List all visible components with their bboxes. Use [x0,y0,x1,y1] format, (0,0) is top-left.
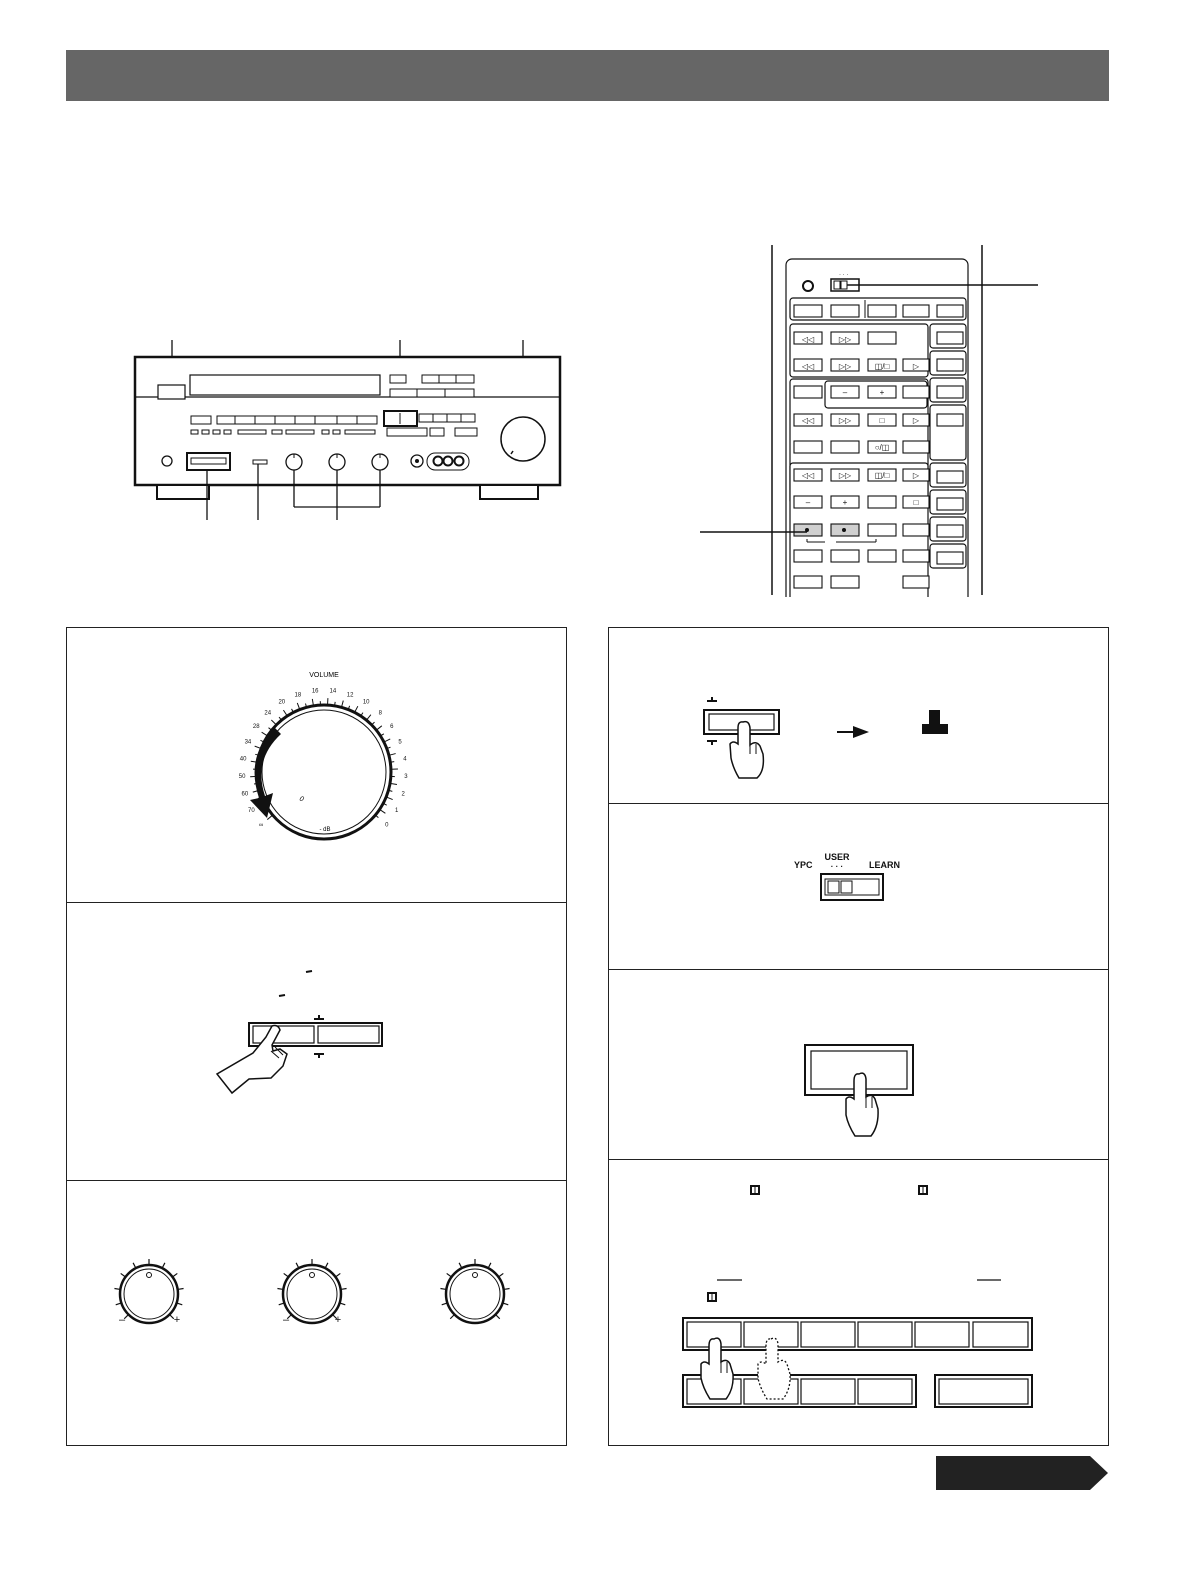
tone-bypass-switch [253,460,267,464]
svg-text:▷: ▷ [912,471,920,480]
volume-tick [262,732,268,736]
svg-text:◁◁: ◁◁ [801,335,815,344]
volume-scale-label: 12 [346,692,354,699]
amplifier-front-panel [125,335,575,525]
headphone-jack [162,456,172,466]
volume-tick [390,762,394,763]
left-panel [66,627,567,1446]
mode-switch-illustration [609,805,1107,969]
svg-text:USER: USER [824,852,850,862]
volume-dial-illustration [67,628,565,903]
volume-scale-label: 0 [385,822,389,829]
svg-text:–: – [842,388,848,397]
volume-scale-label: 14 [329,688,337,695]
left-divider-2 [67,1180,566,1181]
right-panel [608,627,1109,1446]
volume-scale-label: 2 [401,791,405,798]
svg-text:○/◫: ○/◫ [874,443,890,452]
left-divider-1 [67,902,566,903]
svg-text:▷▷: ▷▷ [838,335,852,344]
volume-tick [271,720,276,725]
svg-text:+: + [879,388,885,397]
speaker-button-illustration [67,904,565,1179]
svg-text:◫/□: ◫/□ [874,362,890,371]
volume-scale-label: 24 [264,710,272,717]
volume-scale-label: 20 [278,699,286,706]
volume-tick [355,706,358,712]
remote-control [700,245,1050,597]
svg-text:▷: ▷ [912,416,920,425]
volume-scale-label: 60 [241,791,249,798]
volume-scale-label: 1 [394,808,399,815]
svg-text:· · ·: · · · [839,272,849,278]
svg-text:▷▷: ▷▷ [838,362,852,371]
volume-tick [380,809,386,813]
svg-text:▷▷: ▷▷ [838,471,852,480]
tone-knob [440,1259,509,1323]
svg-text:□: □ [913,498,919,507]
volume-scale-label: 28 [252,723,260,730]
power-button [158,385,185,399]
volume-scale-label: 18 [294,692,302,699]
program-buttons-illustration [609,1161,1107,1443]
right-divider-3 [609,1159,1108,1160]
volume-scale-label: 16 [311,688,319,695]
volume-scale-label: 10 [362,699,370,706]
svg-text:–: – [282,1314,290,1326]
volume-tick [335,702,336,706]
svg-text:▷: ▷ [912,362,920,371]
right-divider-1 [609,803,1108,804]
right-divider-2 [609,969,1108,970]
next-page-tab-icon[interactable] [936,1456,1108,1490]
header-bar [66,50,1109,101]
svg-text:▷▷: ▷▷ [838,416,852,425]
volume-scale-label: 3 [404,774,408,781]
volume-knob [501,417,545,461]
svg-text:□: □ [879,416,885,425]
speakers-button-press-illustration [609,628,1107,804]
volume-scale-label: 40 [239,756,247,763]
svg-text:VOLUME: VOLUME [309,672,339,679]
display-window [190,375,380,395]
svg-text:◫/□: ◫/□ [874,471,890,480]
tone-knobs-illustration [67,1182,565,1444]
svg-text:◁◁: ◁◁ [801,416,815,425]
svg-text:◁◁: ◁◁ [801,362,815,371]
volume-scale-label: 6 [390,723,394,730]
dolby-icon [707,1185,928,1302]
volume-scale-label: 34 [244,739,252,746]
svg-text:LEARN: LEARN [869,860,900,870]
svg-text:YPC: YPC [794,860,813,870]
volume-tick [366,715,370,720]
volume-scale-label: 4 [403,756,407,763]
svg-text:–: – [805,498,811,507]
arrow-right-icon [837,726,869,738]
svg-text:· · ·: · · · [830,862,844,871]
svg-text:–: – [118,1314,126,1326]
svg-text:+: + [842,498,848,507]
svg-text:+: + [334,1314,342,1326]
volume-scale-label: 5 [398,739,402,746]
svg-text:+: + [173,1314,181,1326]
volume-tick [283,710,287,716]
volume-scale-label: 50 [238,774,246,781]
volume-tick [384,739,390,742]
button-press-illustration [609,971,1107,1159]
volume-scale-label: 8 [378,710,382,717]
svg-text:0: 0 [298,795,305,804]
volume-scale-label: 70 [248,808,255,815]
volume-scale-label: ∞ [259,822,264,829]
volume-tick [267,815,272,819]
volume-tick [376,726,381,730]
svg-text:- dB: - dB [319,827,331,833]
svg-text:◁◁: ◁◁ [801,471,815,480]
